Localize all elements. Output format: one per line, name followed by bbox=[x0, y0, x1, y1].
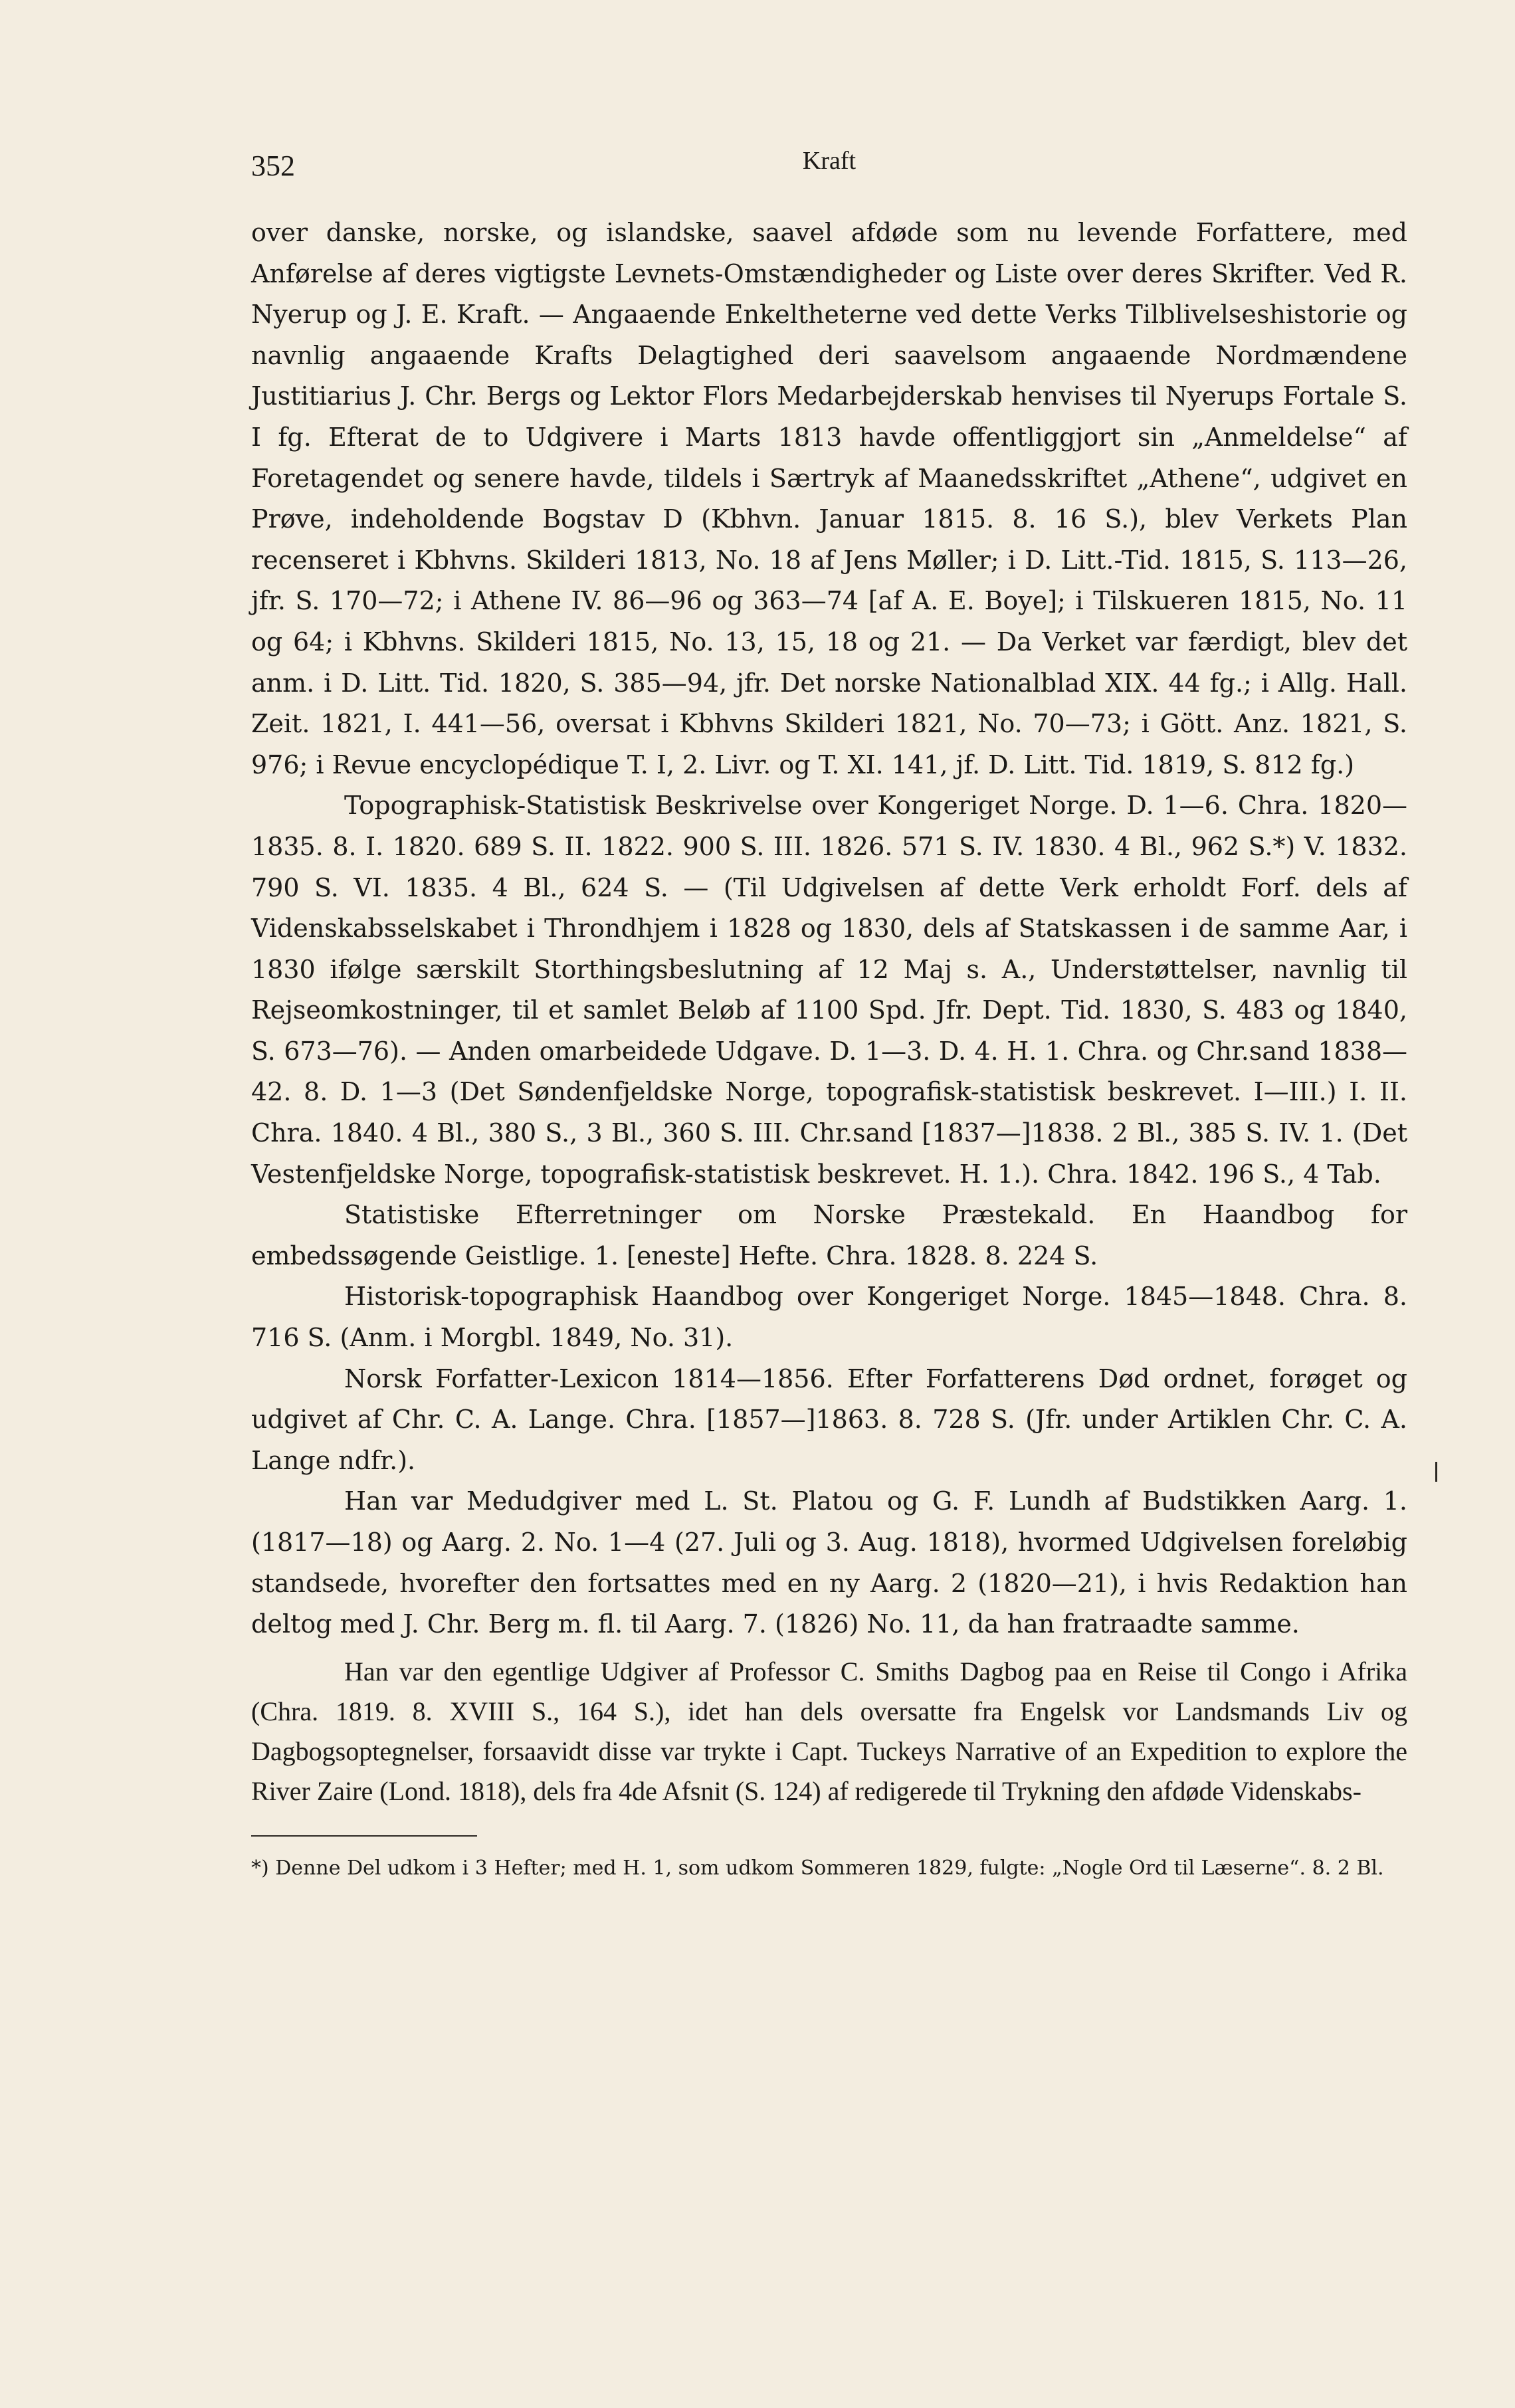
paragraph-topographisk: Topographisk-Statistisk Beskrivelse over Kongeriget Norge. D. 1—6. Chra. 1820—1835. 8. I. 1820. 689 S. II. 1822. 900 S. III. 1826. 571 S. IV. 1830. 4 Bl., 962 S.*) V. 1832. 790 S. VI. 1835. 4 Bl., 624 S. — (Til Udgivelsen af dette Verk erholdt Forf. dels af Videnskabsselskabet i Throndhjem i 1828 og 1830, dels af Statskassen i de samme Aar, i 1830 ifølge særskilt Storthingsbeslutning af 12 Maj s. A., Understøttelser, navnlig til Rejseomkostninger, til et samlet Beløb af 1100 Spd. Jfr. Dept. Tid. 1830, S. 483 og 1840, S. 673—76). — Anden omarbeidede Udgave. D. 1—3. D. 4. H. 1. Chra. og Chr.sand 1838—42. 8. D. 1—3 (Det Søndenfjeldske Norge, topografisk-statistisk beskrevet. I—III.) I. II. Chra. 1840. 4 Bl., 380 S., 3 Bl., 360 S. III. Chr.sand [1837—]1838. 2 Bl., 385 S. IV. 1. (Det Vestenfjeldske Norge, topografisk-statistisk beskrevet. H. 1.). Chra. 1842. 196 S., 4 Tab. bbox=[251, 791, 1407, 1189]
paragraph-budstikken: Han var Medudgiver med L. St. Platou og G. F. Lundh af Budstikken Aarg. 1. (1817—18) og Aarg. 2. No. 1—4 (27. Juli og 3. Aug. 1818), hvormed Udgivelsen foreløbig standsede, hvorefter den fortsattes med en ny Aarg. 2 (1820—21), i hvis Redaktion han deltog med J. Chr. Berg m. fl. til Aarg. 7. (1826) No. 11, da han fratraadte samme. bbox=[251, 1486, 1407, 1639]
book-page bbox=[251, 140, 1407, 1884]
edge-mark bbox=[1435, 1462, 1437, 1482]
paragraph-historisk: Historisk-topographisk Haandbog over Kongeriget Norge. 1845—1848. Chra. 8. 716 S. (Anm. i Morgbl. 1849, No. 31). bbox=[251, 1282, 1407, 1353]
page-header bbox=[251, 140, 1407, 186]
paragraph-smiths-dagbog: Han var den egentlige Udgiver af Professor C. Smiths Dagbog paa en Reise til Congo i Afrika (Chra. 1819. 8. XVIII S., 164 S.), idet han dels oversatte fra Engelsk vor Landsmands Liv og Dagbogsoptegnelser, forsaavidt disse var trykte i Capt. Tuckeys Narrative of an Expedition to explore the River Zaire (Lond. 1818), dels fra 4de Afsnit (S. 124) af redigerede til Trykning den afdøde Videnskabs- bbox=[251, 1656, 1407, 1806]
paragraph-forfatter-lexicon: Norsk Forfatter-Lexicon 1814—1856. Efter Forfatterens Død ordnet, forøget og udgivet af Chr. C. A. Lange. Chra. [1857—]1863. 8. 728 S. (Jfr. under Artiklen Chr. C. A. Lange ndfr.). bbox=[251, 1363, 1407, 1475]
page-number: 352 bbox=[251, 150, 295, 182]
footnote-rule bbox=[251, 1835, 477, 1837]
footnote: *) Denne Del udkom i 3 Hefter; med H. 1, som udkom Sommeren 1829, fulgte: „Nogle Ord til Læserne“. 8. 2 Bl. bbox=[251, 1856, 1384, 1880]
running-head: Kraft bbox=[802, 147, 857, 175]
antiqua-text bbox=[251, 1652, 1407, 1811]
paragraph-statistiske: Statistiske Efterretninger om Norske Præstekald. En Haandbog for embedssøgende Geistlige. 1. [eneste] Hefte. Chra. 1828. 8. 224 S. bbox=[251, 1200, 1407, 1270]
paragraph-continuation: over danske, norske, og islandske, saavel afdøde som nu levende Forfattere, med Anførelse af deres vigtigste Levnets-Omstændigheder og Liste over deres Skrifter. Ved R. Nyerup og J. E. Kraft. — Angaaende Enkeltheterne ved dette Verks Tilblivelseshistorie og navnlig angaaende Krafts Delagtighed deri saavelsom angaaende Nordmændene Justitiarius J. Chr. Bergs og Lektor Flors Medarbejderskab henvises til Nyerups Fortale S. I fg. Efterat de to Udgivere i Marts 1813 havde offentliggjort sin „Anmeldelse“ af Foretagendet og senere havde, tildels i Særtryk af Maanedsskriftet „Athene“, udgivet en Prøve, indeholdende Bogstav D (Kbhvn. Januar 1815. 8. 16 S.), blev Verkets Plan recenseret i Kbhvns. Skilderi 1813, No. 18 af Jens Møller; i D. Litt.-Tid. 1815, S. 113—26, jfr. S. 170—72; i Athene IV. 86—96 og 363—74 [af A. E. Boye]; i Tilskueren 1815, No. 11 og 64; i Kbhvns. Skilderi 1815, No. 13, 15, 18 og 21. — Da Verket var færdigt, blev det anm. i D. Litt. Tid. 1820, S. 385—94, jfr. Det norske Nationalblad XIX. 44 fg.; i Allg. Hall. Zeit. 1821, I. 441—56, oversat i Kbhvns Skilderi 1821, No. 70—73; i Gött. Anz. 1821, S. 976; i Revue encyclopédique T. I, 2. Livr. og T. XI. 141, jf. D. Litt. Tid. 1819, S. 812 fg.) bbox=[251, 218, 1407, 779]
body-text bbox=[251, 213, 1407, 1645]
